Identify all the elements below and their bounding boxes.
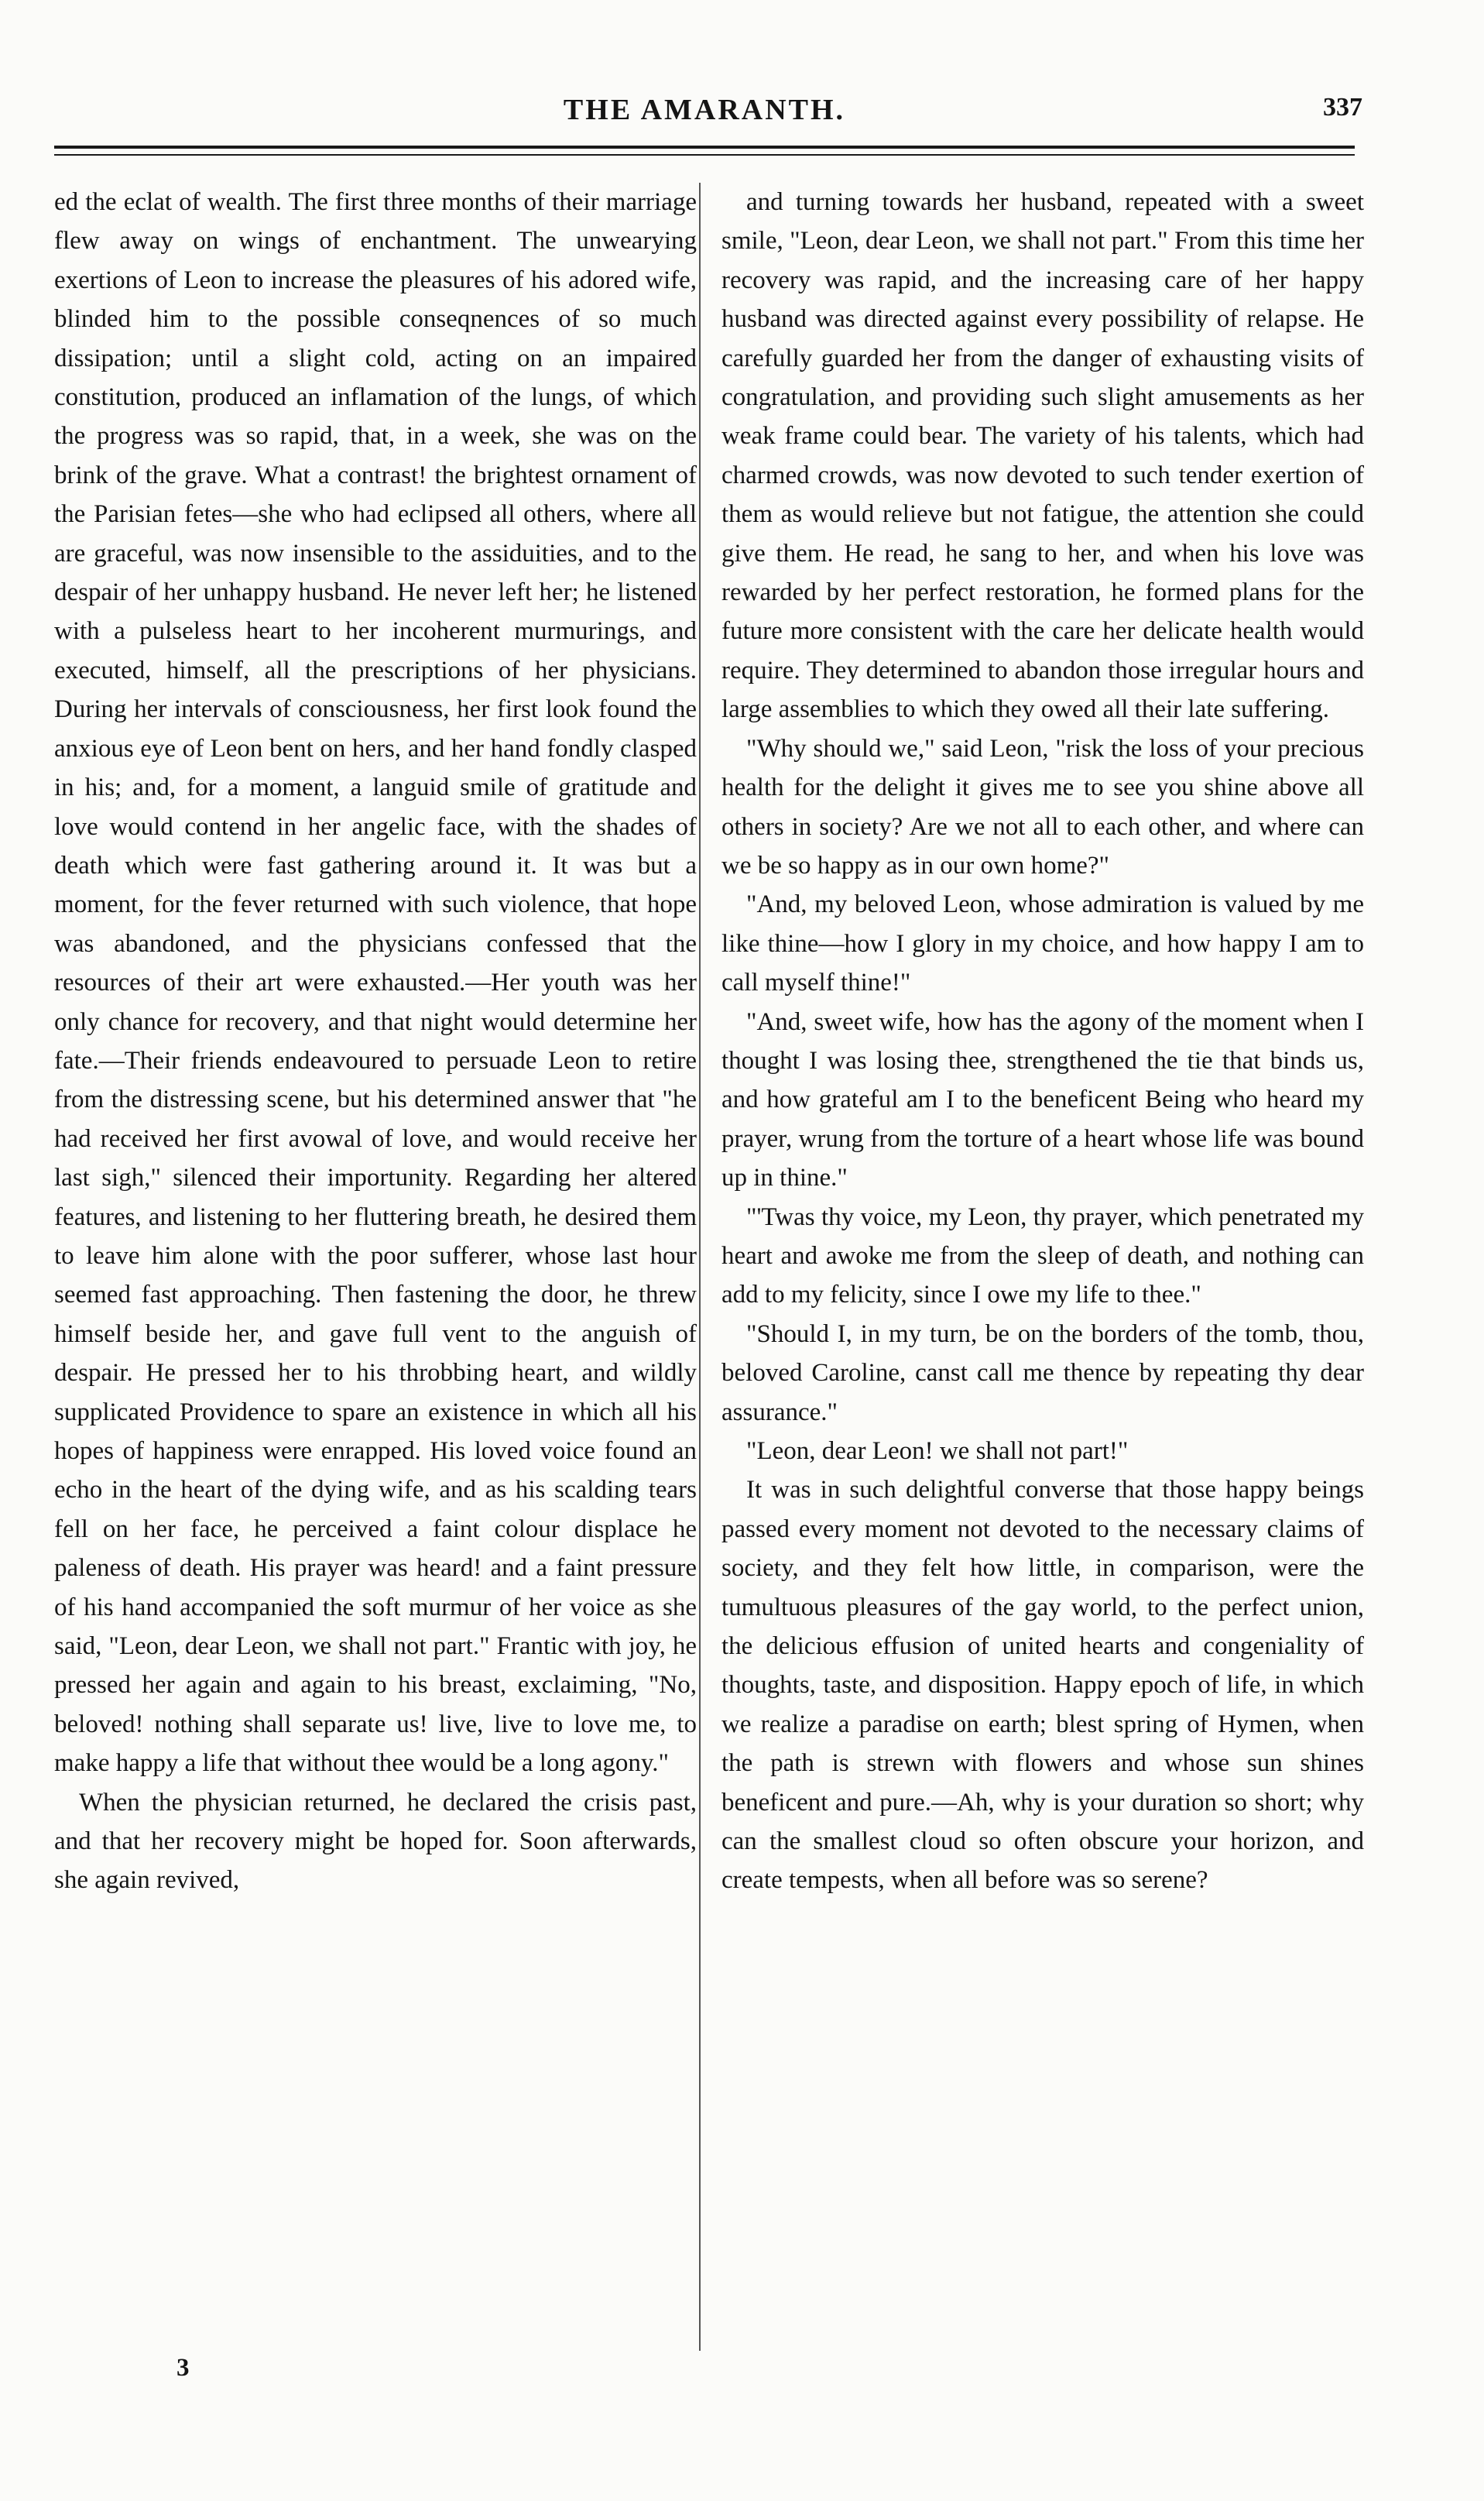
paragraph: "'Twas thy voice, my Leon, thy prayer, which penetrated my heart and awoke me from the sleep of death, and nothing can add to my felicity, since I owe my life to thee." <box>721 1202 1364 1309</box>
paragraph: "Leon, dear Leon! we shall not part!" <box>746 1437 1129 1465</box>
page-number: 337 <box>1323 93 1362 122</box>
running-title: THE AMARANTH. <box>563 94 846 126</box>
paragraph: "And, sweet wife, how has the agony of the moment when I thought I was losing thee, strengthened the tie that binds us, and how grateful am I to the beneficent Being who heard my prayer, wrung from the torture of a heart whose life was bound up in thine." <box>721 1007 1364 1192</box>
paragraph: and turning towards her husband, repeated with a sweet smile, "Leon, dear Leon, we shall not part." From this time her recovery was rapid, and the increasing care of her happy husband was directed against every possibility of relapse. He carefully guarded her from the danger of exhausting visits of congratulation, and providing such slight amusements as her weak frame could bear. The variety of his talents, which had charmed crowds, was now devoted to such tender exertion of them as would relieve but not fatigue, the attention she could give them. He read, he sang to her, and when his love was rewarded by her perfect restoration, he formed plans for the future more consistent with the care her delicate health would require. They determined to abandon those irregular hours and large assemblies to which they owed all their late suffering. <box>721 188 1364 724</box>
signature-mark: 3 <box>177 2354 190 2382</box>
paragraph: ed the eclat of wealth. The first three months of their marriage flew away on wings of enchantment. The unwearying exertions of Leon to increase the pleasures of his adored wife, blinded him to the possible conseqnences of so much dissipation; until a slight cold, acting on an impaired constitution, produced an inflamation of the lungs, of which the progress was so rapid, that, in a week, she was on the brink of the grave. What a contrast! the brightest ornament of the Parisian fetes—she who had eclipsed all others, where all are graceful, was now insensible to the assiduities, and to the despair of her unhappy husband. He never left her; he listened with a pulseless heart to her incoherent murmurings, and executed, himself, all the prescriptions of her physicians. During her intervals of consciousness, her first look found the anxious eye of Leon bent on hers, and her hand fondly clasped in his; and, for a moment, a languid smile of gratitude and love would contend in her angelic face, with the shades of death which were fast gathering around it. It was but a moment, for the fever returned with such violence, that hope was abandoned, and the physicians confessed that the resources of their art were exhausted.—Her youth was her only chance for recovery, and that night would determine her fate.—Their friends endeavoured to persuade Leon to retire from the distressing scene, but his determined answer that "he had received her first avowal of love, and would receive her last sigh," silenced their importunity. Regarding her altered features, and listening to her fluttering breath, he desired them to leave him alone with the poor sufferer, whose last hour seemed fast approaching. Then fastening the door, he threw himself beside her, and gave full vent to the anguish of despair. He pressed her to his throbbing heart, and wildly supplicated Providence to spare an existence in which all his hopes of happiness were enrapped. His loved voice found an echo in the heart of the dying wife, and as his scalding tears fell on her face, he perceived a faint colour displace he paleness of death. His prayer was heard! and a faint pressure of his hand accompanied the soft murmur of her voice as she said, "Leon, dear Leon, we shall not part." Frantic with joy, he pressed her again and again to his breast, exclaiming, "No, beloved! nothing shall separate us! live, live to love me, to make happy a life that without thee would be a long agony." <box>54 188 697 1778</box>
left-column <box>54 183 697 1900</box>
paragraph: "Should I, in my turn, be on the borders of the tomb, thou, beloved Caroline, canst call me thence by repeating thy dear assurance." <box>721 1319 1364 1426</box>
page-header <box>46 93 1362 139</box>
paragraph: "And, my beloved Leon, whose admiration is valued by me like thine—how I glory in my choice, and how happy I am to call myself thine!" <box>721 890 1364 997</box>
paragraph: It was in such delightful converse that those happy beings passed every moment not devoted to the necessary claims of society, and they felt how little, in comparison, were the tumultuous pleasures of the gay world, to the perfect union, the delicious effusion of united hearts and congeniality of thoughts, taste, and disposition. Happy epoch of life, in which we realize a paradise on earth; blest spring of Hymen, when the path is strewn with flowers and whose sun shines beneficent and pure.—Ah, why is your duration so short; why can the smallest cloud so often obscure your horizon, and create tempests, when all before was so serene? <box>721 1476 1364 1895</box>
paragraph: When the physician returned, he declared the crisis past, and that her recovery might be hoped for. Soon afterwards, she again revived, <box>54 1788 697 1895</box>
header-rule-thick <box>54 146 1355 149</box>
header-rule-thin <box>54 154 1355 156</box>
paragraph: "Why should we," said Leon, "risk the loss of your precious health for the delight it gives me to see you shine above all others in society? Are we not all to each other, and where can we be so happy as in our own home?" <box>721 734 1364 880</box>
column-divider <box>699 183 701 2351</box>
right-column <box>721 183 1364 1900</box>
